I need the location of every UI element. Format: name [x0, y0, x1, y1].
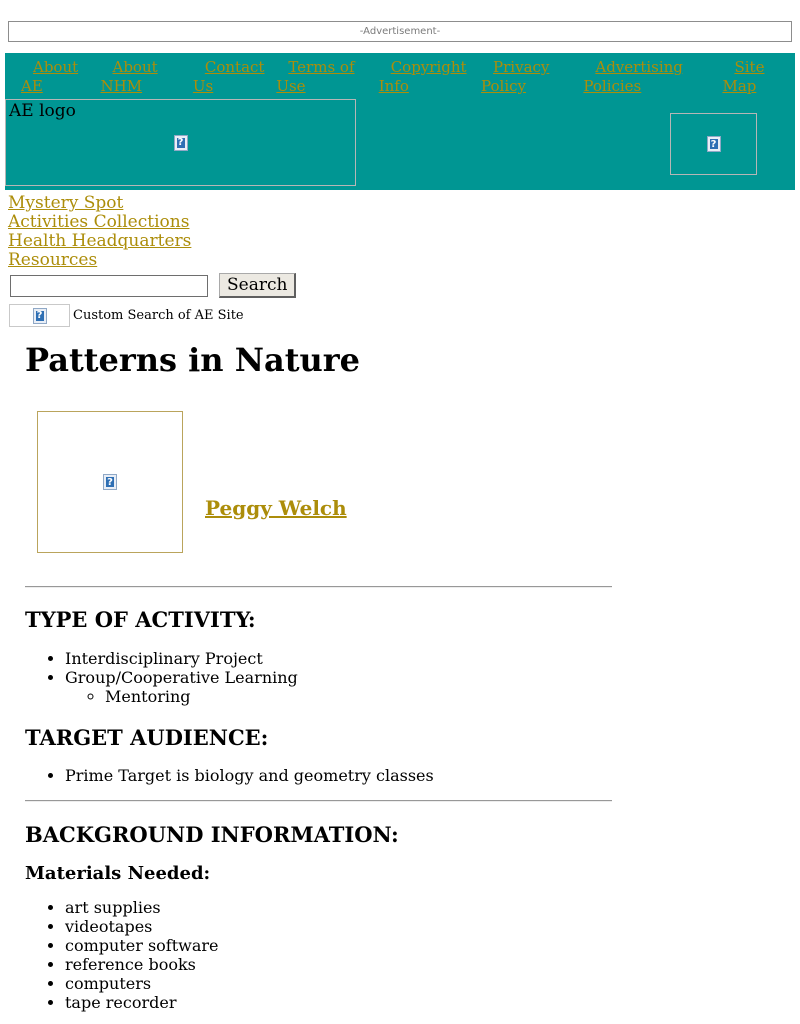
masthead-side-broken-image — [670, 113, 757, 175]
ae-logo-alt-text: AE logo — [9, 101, 76, 121]
search-input[interactable] — [10, 275, 208, 297]
nav-link-label[interactable]: NHM — [100, 77, 143, 95]
section-heading-background-information: BACKGROUND INFORMATION: — [25, 822, 399, 847]
list-item: • reference books — [65, 955, 612, 974]
nav-link-label[interactable]: About — [112, 58, 158, 76]
custom-search-caption: Custom Search of AE Site — [73, 308, 244, 323]
quick-links — [8, 194, 800, 270]
custom-search-broken-image — [9, 304, 70, 327]
type-of-activity-sublist — [65, 687, 612, 706]
nav-link-label[interactable]: Policies — [583, 77, 642, 95]
page-title: Patterns in Nature — [25, 341, 360, 379]
list-item: ◦ Mentoring — [105, 687, 612, 706]
list-item — [65, 668, 612, 706]
nav-item-site-map[interactable] — [722, 58, 795, 96]
main-content — [25, 342, 612, 1012]
ae-logo-broken-image[interactable] — [5, 99, 356, 186]
link-resources[interactable]: Resources — [8, 250, 98, 270]
author-photo-broken-image — [37, 411, 183, 553]
nav-item-copyright-info[interactable] — [379, 58, 481, 96]
type-of-activity-list — [25, 649, 612, 706]
advertisement-label: -Advertisement- — [359, 26, 441, 37]
list-item: • tape recorder — [65, 993, 612, 1012]
nav-link-label[interactable]: About — [33, 58, 79, 76]
masthead-nav — [5, 53, 795, 96]
list-item: • Prime Target is biology and geometry classes — [65, 766, 612, 785]
nav-link-label[interactable]: Use — [276, 77, 306, 95]
section-heading-type-of-activity: TYPE OF ACTIVITY: — [25, 607, 256, 632]
nav-link-label[interactable]: Advertising — [595, 58, 683, 76]
nav-link-label[interactable]: Site — [734, 58, 765, 76]
nav-item-advertising-policies[interactable] — [583, 58, 722, 96]
author-row — [25, 411, 612, 553]
nav-item-privacy-policy[interactable] — [481, 58, 583, 96]
nav-item-about-nhm[interactable] — [100, 58, 192, 96]
nav-link-label[interactable]: Copyright — [390, 58, 467, 76]
target-audience-list — [25, 766, 612, 785]
advertisement-banner — [8, 21, 792, 42]
nav-link-label[interactable]: Policy — [481, 77, 527, 95]
link-health-headquarters[interactable]: Health Headquarters — [8, 231, 192, 251]
list-item: • computers — [65, 974, 612, 993]
broken-image-icon: ? — [34, 309, 46, 323]
list-item-label: Group/Cooperative Learning — [65, 668, 298, 687]
subheading-materials-needed: Materials Needed: — [25, 863, 211, 884]
nav-item-about-ae[interactable] — [21, 58, 100, 96]
nav-link-label[interactable]: Map — [722, 77, 757, 95]
nav-link-label[interactable]: Privacy — [493, 58, 550, 76]
author-link[interactable]: Peggy Welch — [205, 496, 347, 520]
broken-image-icon: ? — [708, 137, 720, 151]
masthead-logo-row — [5, 96, 795, 190]
search-button[interactable]: Search — [219, 273, 296, 298]
nav-link-label[interactable]: Us — [192, 77, 214, 95]
nav-link-label[interactable]: Terms of — [288, 58, 355, 76]
nav-item-contact-us[interactable] — [193, 58, 276, 96]
list-item: • art supplies — [65, 898, 612, 917]
nav-link-label[interactable]: AE — [21, 77, 43, 95]
broken-image-icon: ? — [175, 136, 187, 150]
link-mystery-spot[interactable]: Mystery Spot — [8, 193, 124, 213]
custom-search-row — [9, 304, 800, 327]
section-heading-target-audience: TARGET AUDIENCE: — [25, 725, 269, 750]
divider — [25, 800, 612, 802]
nav-link-label[interactable]: Info — [378, 77, 409, 95]
materials-list — [25, 898, 612, 1012]
divider — [25, 586, 612, 588]
broken-image-icon: ? — [104, 475, 116, 489]
list-item: • computer software — [65, 936, 612, 955]
link-activities-collections[interactable]: Activities Collections — [8, 212, 190, 232]
masthead — [5, 53, 795, 190]
search-form — [10, 275, 800, 298]
list-item: • Interdisciplinary Project — [65, 649, 612, 668]
nav-link-label[interactable]: Contact — [204, 58, 265, 76]
list-item: • videotapes — [65, 917, 612, 936]
nav-item-terms-of-use[interactable] — [276, 58, 378, 96]
